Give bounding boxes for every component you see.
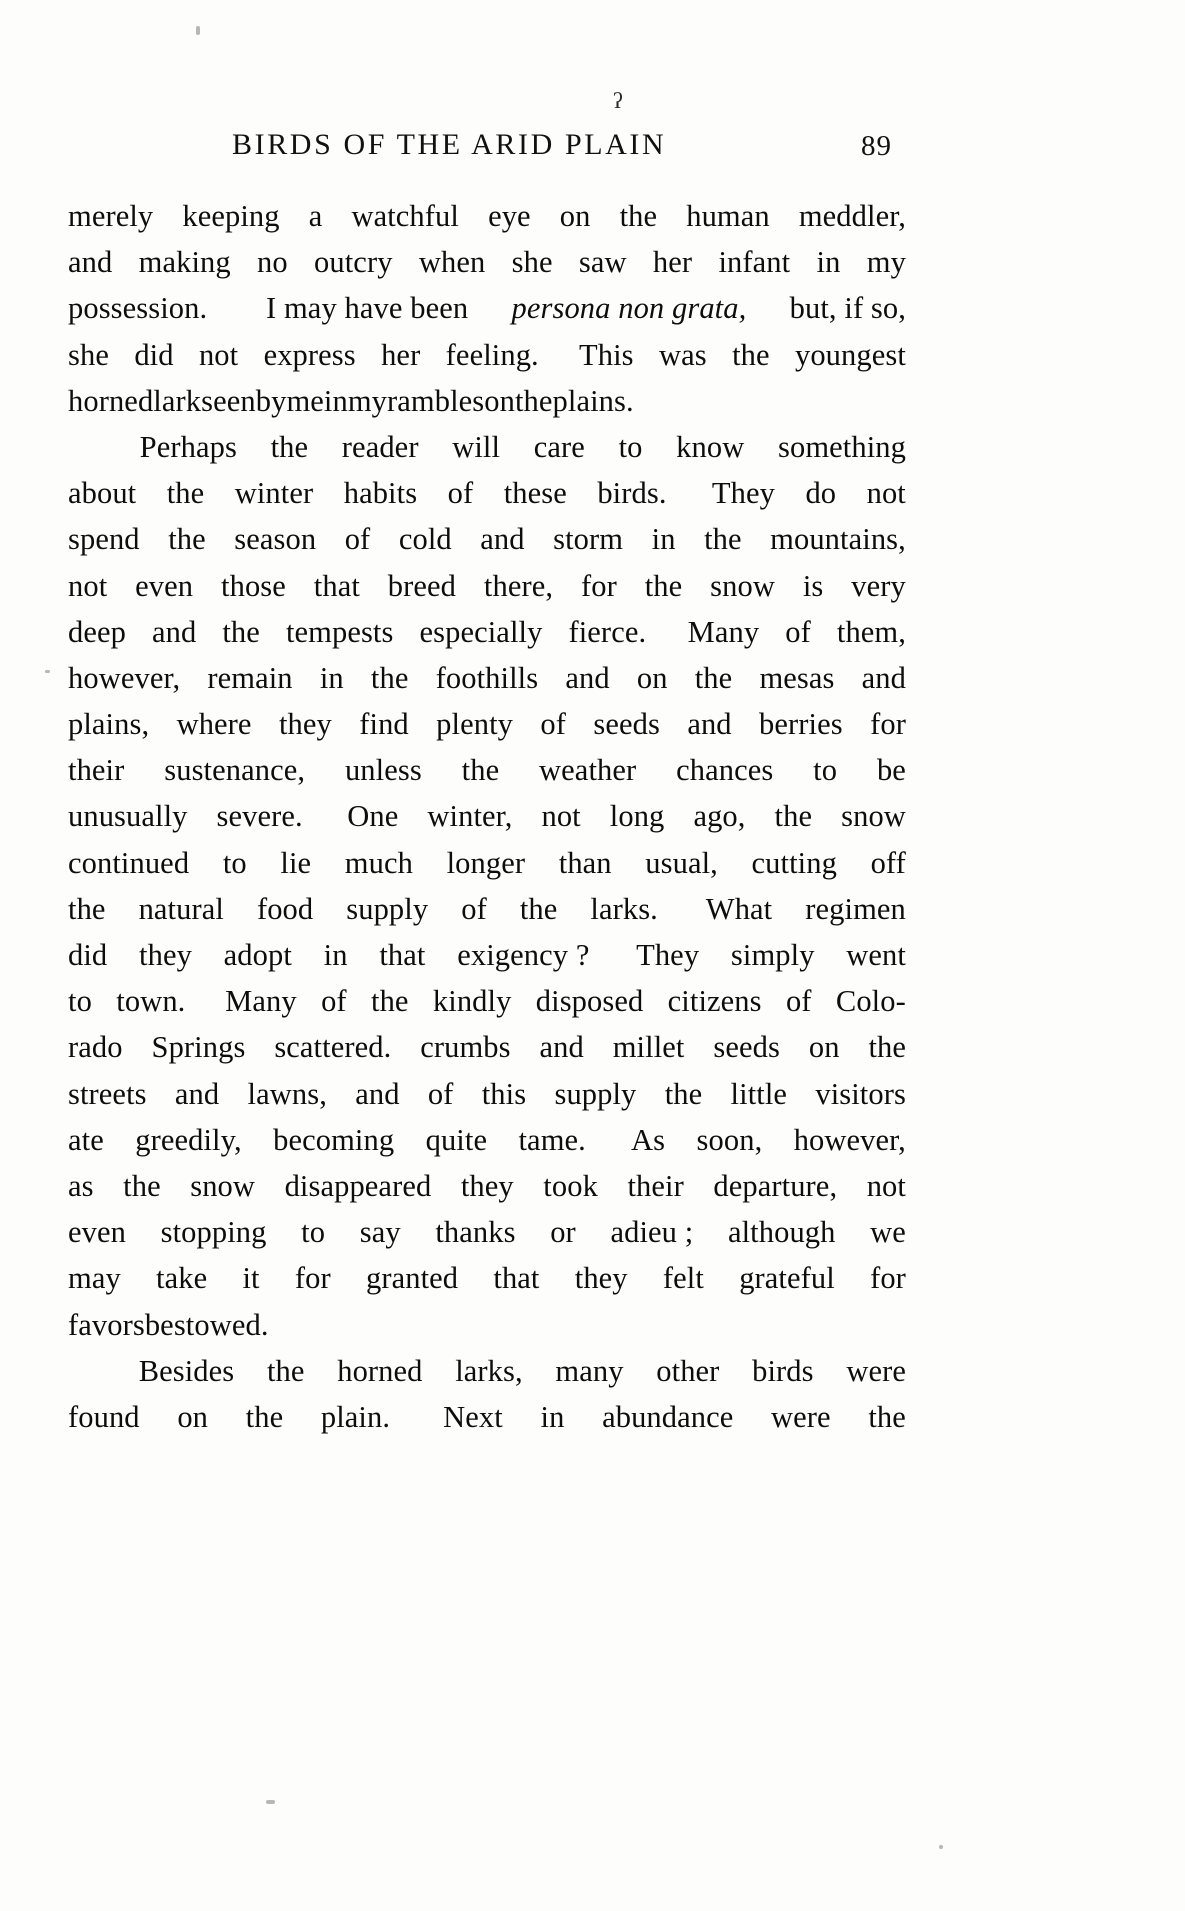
paragraph [68, 424, 906, 1348]
text-line [68, 747, 906, 793]
word: saw [578, 245, 627, 280]
paragraph-indent [68, 424, 106, 470]
word: did [68, 938, 108, 972]
word: birds [752, 1353, 814, 1388]
word: of [785, 614, 811, 649]
word: in [323, 383, 348, 418]
word: granted [365, 1261, 459, 1296]
word: they [574, 1261, 628, 1296]
word: the [868, 1399, 906, 1434]
word: disappeared [284, 1168, 432, 1203]
word: abundance [602, 1399, 734, 1434]
word: merely [68, 199, 154, 233]
word: those [221, 568, 286, 603]
word: many [555, 1353, 624, 1388]
word: rado [68, 1030, 123, 1065]
word: ago, [693, 799, 746, 834]
word: the [774, 799, 813, 834]
word: and [687, 707, 732, 742]
word: the [461, 753, 500, 788]
word: there, [483, 568, 554, 603]
text-line [68, 516, 906, 562]
word: sustenance, [164, 753, 306, 788]
word: other [656, 1353, 720, 1388]
word: This [564, 337, 634, 372]
text-line [68, 1071, 906, 1117]
word: as [68, 1168, 94, 1203]
word: did [134, 337, 174, 372]
word: snow [190, 1168, 256, 1203]
text-line [68, 332, 906, 378]
word: simply [730, 938, 815, 972]
word: quite [425, 1122, 488, 1157]
word: fierce. [568, 614, 647, 649]
word: however, [793, 1122, 906, 1157]
word: cutting [751, 845, 837, 880]
word: stopping [160, 1215, 267, 1250]
page-speck [939, 1845, 943, 1849]
word: the [222, 614, 260, 649]
word: say [359, 1215, 401, 1250]
word: on [808, 1030, 840, 1065]
word: Many [209, 984, 297, 1019]
word: seen [201, 383, 256, 418]
text-line [68, 978, 906, 1024]
word: and [480, 522, 525, 557]
word: not [866, 1168, 906, 1203]
word: mountains, [770, 522, 906, 557]
text-line [68, 1117, 906, 1163]
word: them, [836, 614, 906, 649]
word: Perhaps [139, 429, 237, 464]
word: exigency ? [457, 938, 590, 972]
word: in [319, 660, 344, 695]
text-line [68, 563, 906, 609]
word: berries [759, 707, 843, 742]
word: find [359, 707, 409, 742]
word: Colo- [835, 984, 906, 1019]
word: in [323, 938, 348, 972]
text-line [68, 1394, 906, 1440]
word: snow [841, 799, 906, 834]
word: becoming [273, 1122, 395, 1157]
word: when [418, 245, 486, 280]
text-line [68, 655, 906, 701]
word: birds. [597, 476, 667, 511]
text-line [68, 1255, 906, 1301]
word: not [541, 799, 581, 834]
word: but, if so, [789, 291, 906, 326]
word: unless [344, 753, 422, 788]
word: were [846, 1353, 906, 1388]
word: these [503, 476, 567, 511]
word: than [558, 845, 612, 880]
word: weather [539, 753, 637, 788]
word: for [870, 1261, 906, 1296]
word: disposed [535, 984, 644, 1019]
text-line [68, 470, 906, 516]
word: departure, [713, 1168, 838, 1203]
word: unusually [68, 799, 188, 834]
word: they [460, 1168, 514, 1203]
word: Many [672, 614, 760, 649]
word: even [135, 568, 194, 603]
word: a [308, 199, 323, 233]
word: kindly [432, 984, 512, 1019]
word: the [123, 1168, 161, 1203]
word: found [68, 1399, 140, 1434]
word: the [266, 1353, 305, 1388]
text-line [68, 285, 906, 331]
word: they [139, 938, 192, 972]
word: it [242, 1261, 260, 1296]
word: her [381, 337, 421, 372]
word: lie [280, 845, 312, 880]
word: of [785, 984, 812, 1019]
word: the [868, 1030, 906, 1065]
page-number: 89 [861, 130, 892, 162]
word: may [68, 1261, 121, 1296]
word: supply [346, 891, 429, 926]
word: crumbs [420, 1030, 511, 1065]
word: continued [68, 845, 190, 880]
word: not [68, 568, 108, 603]
text-line [68, 701, 906, 747]
text-line [68, 193, 906, 239]
word: adieu ; [610, 1215, 694, 1250]
word: and [355, 1076, 400, 1111]
word: watchful [351, 199, 459, 233]
word: she [511, 245, 553, 280]
word: of [540, 707, 566, 742]
text-line [68, 378, 906, 424]
word: As [617, 1122, 666, 1157]
word: especially [419, 614, 543, 649]
word: the [514, 383, 553, 418]
word: natural [138, 891, 224, 926]
text-line [68, 1302, 906, 1348]
word: mesas [759, 660, 835, 695]
word: persona non grata, [511, 291, 747, 326]
word: Besides [138, 1353, 235, 1388]
word: citizens [667, 984, 762, 1019]
word: bestowed. [144, 1307, 269, 1342]
word: severe. [216, 799, 303, 834]
word: grateful [739, 1261, 835, 1296]
word: know [676, 429, 745, 464]
word: adopt [223, 938, 292, 972]
word: off [870, 845, 906, 880]
word: my [347, 383, 388, 418]
page-speck [45, 670, 50, 673]
word: One [331, 799, 399, 834]
word: supply [554, 1076, 637, 1111]
word: for [294, 1261, 331, 1296]
word: and [68, 245, 113, 280]
running-head-title: BIRDS OF THE ARID PLAIN [232, 128, 667, 161]
text-line [68, 609, 906, 655]
word: regimen [805, 891, 906, 926]
word: seeds [593, 707, 660, 742]
word: was [659, 337, 707, 372]
word: on [177, 1399, 209, 1434]
word: storm [553, 522, 624, 557]
word: food [256, 891, 314, 926]
word: horned [68, 383, 154, 418]
word: town. [116, 984, 186, 1019]
word: no [257, 245, 288, 280]
text-line [68, 932, 906, 978]
word: longer [446, 845, 526, 880]
word: plains, [68, 707, 150, 742]
word: the [166, 476, 205, 511]
word: the [371, 984, 409, 1019]
word: scattered. [274, 1030, 392, 1065]
word: eye [488, 199, 531, 233]
word: take [156, 1261, 208, 1296]
word: and [152, 614, 197, 649]
word: rambles [387, 383, 485, 418]
word: keeping [182, 199, 280, 233]
word: her [652, 245, 693, 280]
word: season [234, 522, 317, 557]
paragraph-indent [68, 1348, 106, 1394]
word: that [379, 938, 426, 972]
word: by [255, 383, 287, 418]
word: their [627, 1168, 684, 1203]
word: in [540, 1399, 565, 1434]
word: What [690, 891, 773, 926]
word: although [727, 1215, 836, 1250]
word: the [270, 429, 309, 464]
word: this [481, 1076, 527, 1111]
word: tame. [518, 1122, 586, 1157]
word: habits [343, 476, 418, 511]
word: felt [662, 1261, 704, 1296]
word: horned [337, 1353, 423, 1388]
text-line [68, 1024, 906, 1070]
word: visitors [815, 1076, 906, 1111]
word: the [370, 660, 409, 695]
word: the [619, 199, 658, 233]
word: of [447, 476, 474, 511]
text-line [68, 840, 906, 886]
paragraph [68, 193, 906, 424]
word: winter, [427, 799, 513, 834]
word: Next [427, 1399, 503, 1434]
word: feeling. [445, 337, 539, 372]
text-line [68, 886, 906, 932]
word: however, [68, 660, 181, 695]
text-line [68, 424, 906, 470]
word: larks. [590, 891, 658, 926]
word: and [861, 660, 906, 695]
word: to [618, 429, 643, 464]
word: in [651, 522, 676, 557]
word: to [222, 845, 247, 880]
word: winter [234, 476, 314, 511]
word: possession. [68, 291, 208, 326]
word: about [68, 476, 137, 511]
word: remain [207, 660, 293, 695]
word: will [452, 429, 501, 464]
running-head [0, 128, 1185, 170]
word: of [427, 1076, 454, 1111]
word: or [550, 1215, 576, 1250]
word: making [138, 245, 231, 280]
text-line [68, 793, 906, 839]
word: to [301, 1215, 326, 1250]
word: of [321, 984, 347, 1019]
word: plain. [320, 1399, 391, 1434]
word: meddler, [798, 199, 906, 233]
word: not [198, 337, 239, 372]
word: they [278, 707, 332, 742]
text-line [68, 1209, 906, 1255]
word: were [771, 1399, 831, 1434]
word: be [876, 753, 906, 788]
word: They [621, 938, 700, 972]
word: went [846, 938, 906, 972]
word: infant [718, 245, 791, 280]
word: tempests [285, 614, 394, 649]
word: They [697, 476, 775, 511]
word: the [168, 522, 206, 557]
page-speck [266, 1800, 275, 1804]
word: reader [341, 429, 419, 464]
word: deep [68, 614, 126, 649]
word: Springs [151, 1030, 246, 1065]
word: foothills [435, 660, 539, 695]
word: the [704, 522, 742, 557]
word: for [580, 568, 617, 603]
word: lawns, [247, 1076, 327, 1111]
word: their [68, 753, 125, 788]
word: something [778, 429, 906, 464]
word: that [493, 1261, 540, 1296]
word: to [813, 753, 838, 788]
word: seeds [713, 1030, 780, 1065]
word: little [730, 1076, 788, 1111]
word: and [565, 660, 610, 695]
word: very [851, 568, 906, 603]
word: usual, [645, 845, 718, 880]
word: my [866, 245, 906, 280]
page-speck [196, 26, 200, 35]
word: thanks [435, 1215, 516, 1250]
word: lark [153, 383, 202, 418]
word: favors [68, 1307, 145, 1342]
word: I may have been [250, 291, 469, 326]
word: and [174, 1076, 220, 1111]
word: took [543, 1168, 598, 1203]
body-text [68, 193, 906, 1440]
word: plenty [436, 707, 513, 742]
word: the [644, 568, 683, 603]
word: to [68, 984, 92, 1019]
word: care [533, 429, 585, 464]
word: that [313, 568, 360, 603]
word: not [866, 476, 906, 511]
word: me [286, 383, 324, 418]
text-line [68, 1348, 906, 1394]
word: on [559, 199, 591, 233]
paragraph [68, 1348, 906, 1440]
word: is [802, 568, 824, 603]
word: much [344, 845, 413, 880]
word: larks, [455, 1353, 523, 1388]
word: greedily, [135, 1122, 242, 1157]
word: where [176, 707, 252, 742]
word: snow [710, 568, 775, 603]
word: do [805, 476, 837, 511]
word: the [732, 337, 770, 372]
word: millet [612, 1030, 685, 1065]
word: cold [398, 522, 452, 557]
text-line [68, 239, 906, 285]
word: we [870, 1215, 906, 1250]
word: and [539, 1030, 584, 1065]
word: breed [387, 568, 457, 603]
word: spend [68, 522, 140, 557]
word: ate [68, 1122, 104, 1157]
word: plains. [552, 383, 634, 418]
word: youngest [794, 337, 906, 372]
word: of [461, 891, 487, 926]
word: streets [68, 1076, 147, 1111]
word: human [686, 199, 770, 233]
word: outcry [314, 245, 393, 280]
text-line [68, 1163, 906, 1209]
word: soon, [696, 1122, 763, 1157]
word: the [664, 1076, 703, 1111]
header-mark: ʔ [613, 88, 623, 113]
word: even [68, 1215, 126, 1250]
word: on [636, 660, 668, 695]
word: the [245, 1399, 284, 1434]
word: she [68, 337, 109, 372]
word: the [68, 891, 106, 926]
word: long [609, 799, 665, 834]
word: the [694, 660, 733, 695]
word: express [263, 337, 356, 372]
word: on [484, 383, 515, 418]
word: for [870, 707, 906, 742]
word: in [816, 245, 841, 280]
word: the [519, 891, 558, 926]
word: chances [676, 753, 774, 788]
word: of [344, 522, 371, 557]
